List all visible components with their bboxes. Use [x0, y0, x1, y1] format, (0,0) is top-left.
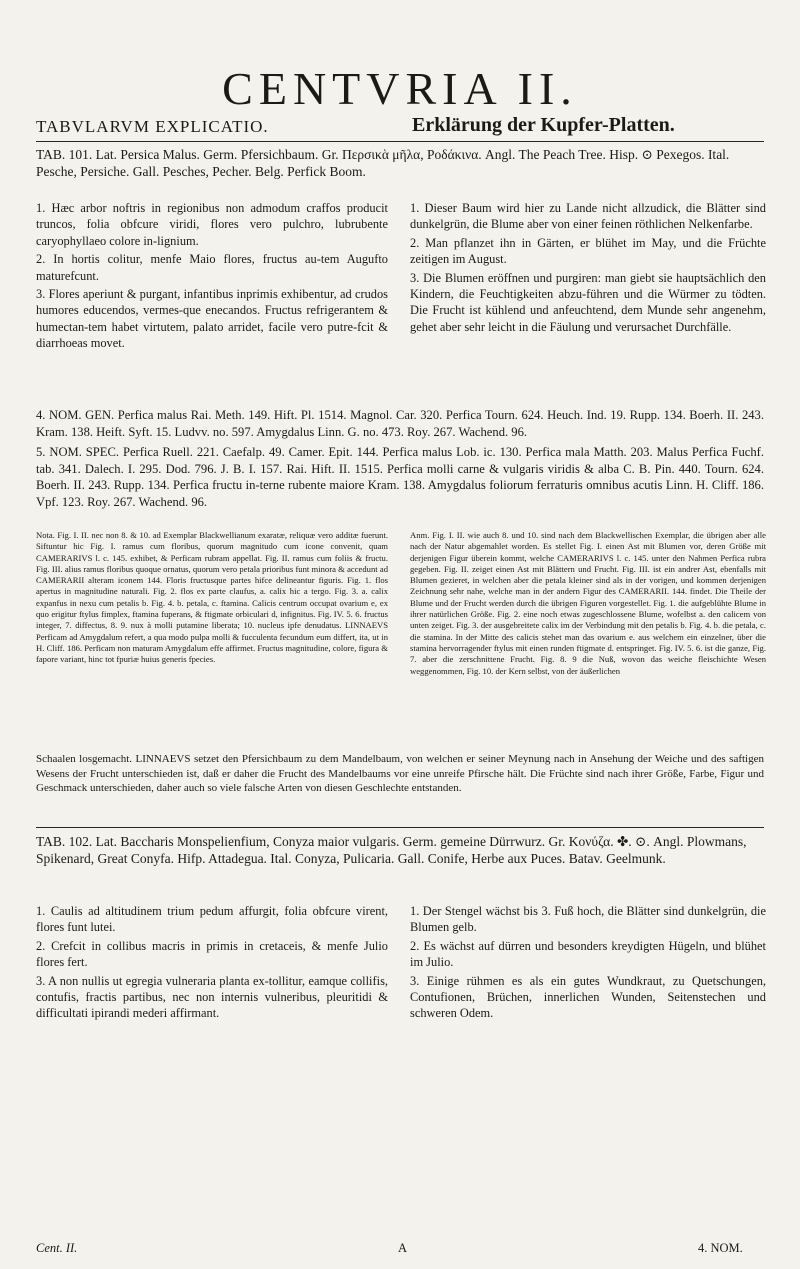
header-rule [36, 141, 764, 142]
tab101-german-note: Anm. Fig. I. II. wie auch 8. und 10. sind nach dem Blackwellischen Exemplar, die übrigen aber alle nach der Natur abgemahlet worden. Es stellet Fig. I. einen Ast mit Blumen vor, deren Größe mit derjenigen Figur überein kommt, welche CAMERARIVS l. c. 145. unter den Nahmen Perfica rubra gegeben. Fig. II. zeiget einen Ast mit Blättern und Frucht. Fig. III. ist ein andrer Ast, ebenfalls mit Blumen gezieret, in welchen aber die petala kleiner sind als in der vorigen, und kommen derjenigen Zeichnung sehr nahe, welche man in der andern Figur des CAMERARII. 144. findet. Die Theile der Blume und der Frucht werden durch die übrigen Figuren vorgestellet. Fig. 1. die aufgeblühte Blume in ihrer natürlichen Größe. Fig. 2. eine noch etwas zugeschlossene Blume, wofelbst a. den calicem von unten zeiget. Fig. 3. der ausgebreitete calix im der Verbindung mit den petalis b. Fig. 4. b. die petala, c. die stamina. In der Mitte des calicis stehet man das ovarium e. aus welchem ein einzelner, über die stamina hervorragender ftylus mit einen runden ftigmate d. entspringet. Fig. IV. 5. 6. ist die ganze, Fig. 7. aber die zerschnittene Frucht. Fig. 8. 9 die Nuß, wovon das weiche fleischichte Wesen weggenommen, Fig. 10. der Kern selbst, von der äußerlichen [410, 530, 766, 676]
tab101-nomenclature [36, 407, 764, 515]
tab101-german-column [410, 200, 766, 337]
footer-signature: Cent. II. [36, 1241, 78, 1255]
tab101-heading: TAB. 101. Lat. Persica Malus. Germ. Pfersichbaum. Gr. Περσικὰ μῆλα, Ροδάκινα. Angl. The Peach Tree. Hisp. ⊙ Pexegos. Ital. Pesche, Persiche. Gall. Pesches, Pecher. Belg. Perfick Boom. [36, 147, 730, 179]
tab101-latin-column [36, 200, 388, 354]
tab102-german-para-3: 3. Einige rühmen es als ein gutes Wundkraut, zu Quetschungen, Contufionen, Brüchen, innerlichen Wunden, Seitenstechen und schweren Odem. [410, 973, 766, 1021]
tab102-german-column [410, 903, 766, 1024]
tab102-latin-para-1: 1. Caulis ad altitudinem trium pedum affurgit, folia obfcure virent, flores funt lutei. [36, 904, 388, 935]
tab101-nom-gen: 4. NOM. GEN. Perfica malus Rai. Meth. 149. Hift. Pl. 1514. Magnol. Car. 320. Perfica Tourn. 624. Heuch. Ind. 19. Rupp. 134. Boerh. II. 243. Kram. 138. Heift. Syft. 15. Ludvv. no. 597. Amygdalus Linn. G. no. 473. Roy. 267. Wachend. 96. [36, 408, 764, 439]
tab101-german-para-3: 3. Die Blumen eröffnen und purgiren: man giebt sie hauptsächlich den Kindern, die Feuchtigkeiten abzu-führen und die Würmer zu tödten. Die Frucht ist kühlend und anfeuchtend, dem Munde sehr angenehm, gehet aber sehr leicht in die Fäulung und verursachet Durchfälle. [410, 270, 766, 334]
german-subheading: Erklärung der Kupfer-Platten. [412, 114, 675, 136]
tab102-german-para-1: 1. Der Stengel wächst bis 3. Fuß hoch, die Blätter sind dunkelgrün, die Blumen gelb. [410, 904, 766, 935]
tab101-latin-note: Nota. Fig. I. II. nec non 8. & 10. ad Exemplar Blackwellianum exaratæ, reliquæ vero additæ fuerunt. Siftuntur hic Fig. I. ramus cum floribus, quorum magnitudo cum icone convenit, quam CAMERARIVS l. c. 145. exhibet, & Perficam rubram appellat. Fig. II. ramus cum foliis & fructu. Fig. III. alius ramus floribus quoque ornatus, quorum vero petala prioribus funt minora & accedunt ad CAMERARII alteram iconem 144. Floris fructusque partes hifce delineantur figuris. Fig. 1. flos apertus in magnitudine naturali. Fig. 2. flos ex parte claufus, a. calix hic a tergo. Fig. 3. a. calix expanfus in nexu cum petalis b. Fig. 4. b. petala, c. ftamina. Calicis centrum occupat ovarium e, ex quo erigitur ftylus fimplex, ftamina fuperans, & ftigmate orbiculari d, infignitus. Fig. IV. 5. 6. fructus integer, 7. diffectus, 8. 9. nux à molli putamine liberata; 10. nucleus ipfe denudatus. LINNAEVS Perficam ad Amygdalum refert, a qua modo pulpa molli & fucculenta fecundum eum differt, ita, ut in H. Cliff. 186. Perficam non maturam Amygdalum effe affirmet. Fructus magnitudine, colore, figura & fapore variant, hinc tot fpuriæ huius generis fpecies. [36, 530, 388, 665]
tab101-german-para-2: 2. Man pflanzet ihn in Gärten, er blühet im May, und die Früchte zeitigen im August. [410, 235, 766, 267]
tab101-latin-para-2: 2. In hortis colitur, menfe Maio flores, fructus au-tem Augufto maturefcunt. [36, 252, 388, 283]
tab101-german-para-1: 1. Dieser Baum wird hier zu Lande nicht allzudick, die Blätter sind dunkelgrün, die Blume aber von einer feinen röthlichen Nelkenfarbe. [410, 201, 766, 232]
tab101-german-note-continued: Schaalen losgemacht. LINNAEVS setzet den Pfersichbaum zu dem Mandelbaum, von welchen er seiner Meynung nach in Ansehung der Weiche und des saftigen Wesens der Frucht unterschieden ist, daß er daher die Frucht des Mandelbaums vor eine unreife Pfirsche hält. Die Früchte sind nach ihrer Größe, Farbe, Figur und Geschmack unterschieden, daher auch so viele falsche Arten von diesen Geschlechte entstanden. [36, 753, 764, 794]
tab102-german-para-2: 2. Es wächst auf dürren und besonders kreydigten Hügeln, und blühet im Julio. [410, 938, 766, 970]
section-rule [36, 827, 764, 828]
tab102-latin-column [36, 903, 388, 1024]
tab102-latin-para-3: 3. A non nullis ut egregia vulneraria planta ex-tollitur, eamque collifis, contufis, fractis partibus, nec non internis vulneribus, pleuritidi & difficultati ipirandi mederi affirmant. [36, 973, 388, 1021]
footer-catchword: 4. NOM. [698, 1241, 743, 1255]
tab101-nom-spec: 5. NOM. SPEC. Perfica Ruell. 221. Caefalp. 49. Camer. Epit. 144. Perfica malus Lob. ic. 130. Perfica mala Matth. 203. Malus Perfica Fuchf. tab. 341. Dalech. I. 295. Dod. 796. J. B. I. 157. Rai. Hift. II. 1515. Perfica molli carne & vulgaris viridis & alba C. B. Pin. 440. Tourn. 624. Boerh. II. 243. Rupp. 134. Perfica fructu in-terne rubente maiore Kram. 138. Amygdalus foliorum ferraturis omnibus acutis Linn. H. Cliff. 186. Vpf. 123. Roy. 267. Wachend. 96. [36, 445, 764, 509]
tab101-latin-para-3: 3. Flores aperiunt & purgant, infantibus inprimis exhibentur, ad crudos humores educendos, vermes-que enecandos. Fructus refrigerantem & humectan-tem habet virtutem, palato arridet, facile vero putre-fcit & diarrhoeas movet. [36, 287, 388, 351]
tab101-latin-para-1: 1. Hæc arbor noftris in regionibus non admodum craffos producit truncos, folia obfcure viridi, flores vero pulchro, lubrubente caryophyllaeo colore in-lignium. [36, 201, 388, 248]
latin-subheading: TABVLARVM EXPLICATIO. [36, 117, 269, 136]
footer-gathering-mark: A [398, 1241, 408, 1255]
page-title: CENTVRIA II. [222, 63, 578, 114]
tab102-latin-para-2: 2. Crefcit in collibus macris in primis in cretaceis, & menfe Julio flores fert. [36, 938, 388, 970]
tab102-heading: TAB. 102. Lat. Baccharis Monspelienfium, Conyza maior vulgaris. Germ. gemeine Dürrwurz. Gr. Κονύζα. ✤. ⊙. Angl. Plowmans, Spikenard, Great Conyfa. Hifp. Attadegua. Ital. Conyza, Pulicaria. Gall. Conife, Herbe aux Puces. Batav. Geelmunk. [36, 834, 747, 866]
